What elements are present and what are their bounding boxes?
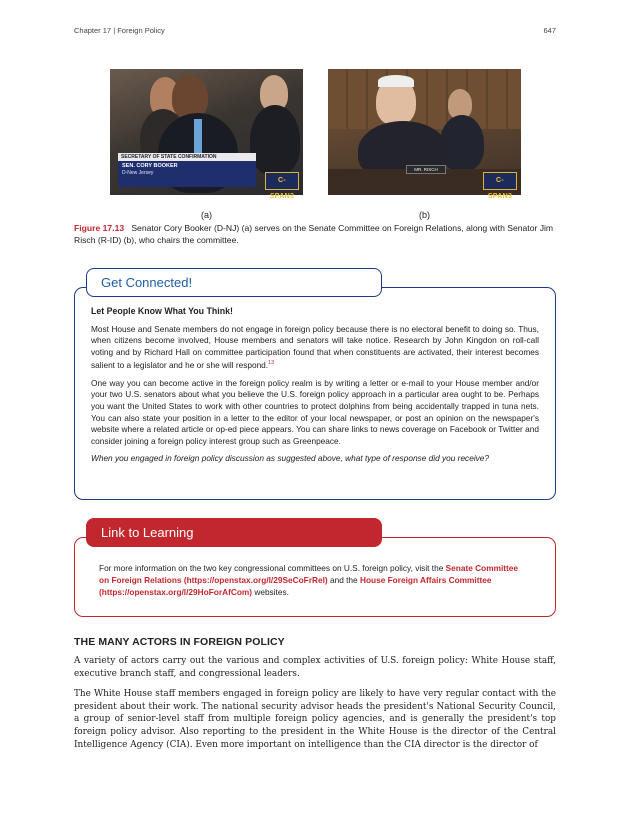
body-paragraph: A variety of actors carry out the various and complex activities of U.S. foreign policy: White House staff, executive branch staff, and congressional leaders. (74, 656, 556, 679)
background-person (250, 105, 300, 175)
body-paragraph: The White House staff members engaged in foreign policy are likely to have very regular contact with the president about their work. The national security advisor heads the president's National Security Council, a group of senior-level staff from multiple foreign policy agencies, and is generally the president's top foreign policy advisor. Also reporting to the president in the White House is the director of the Central Intelligence Agency (CIA). Even more important on intelligence than the CIA director is the director of (74, 689, 556, 750)
get-connected-tab: Get Connected! (86, 268, 382, 297)
paragraph-text: Most House and Senate members do not engage in foreign policy because there is no electoral benefit to doing so. Thus, when citizens become involved, House members and senators will take notice. Research by John Kingdon on roll-call voting and by Richard Hall on committee participation found that when constituents are activated, their interest becomes salient to a legislator and he or she will respond. (91, 323, 539, 371)
figure-caption (74, 223, 554, 246)
chapter-title: Chapter 17 | Foreign Policy (74, 26, 165, 35)
footnote-marker[interactable]: 13 (268, 360, 275, 367)
house-committee-link[interactable]: House Foreign Affairs Committee (https://openstax.org/l/29HoForAfCom) (99, 574, 492, 597)
page-number: 647 (543, 26, 556, 35)
get-connected-heading: Let People Know What You Think! (91, 306, 233, 316)
learning-text: websites. (252, 586, 289, 597)
cspan-logo: C-SPAN3 (265, 172, 299, 190)
learning-text: and the (327, 574, 360, 585)
lower-third-banner (118, 154, 256, 187)
banner-state: D-New Jersey (122, 170, 154, 176)
get-connected-paragraph: One way you can become active in the foreign policy realm is by writing a letter or e-mail to your House member and/or your two U.S. senators about what you believe the U.S. foreign policy approach in a particular area ought to be. Perhaps you want the United States to work with other countries to protect dolphins from being accidentally trapped in tuna nets. You can also state your position in a letter to the editor of your local newspaper, or post an opinion on the newspaper's website where a related article or op-ed piece appears. You can share links to news coverage on Facebook or Twitter and consider joining a foreign policy interest group such as Greenpeace. (91, 377, 539, 446)
figure-number: Figure 17.13 (74, 223, 125, 233)
get-connected-paragraph (91, 324, 539, 372)
subfigure-label-a: (a) (201, 210, 212, 220)
cspan-logo: C-SPAN3 (483, 172, 517, 190)
banner-name: SEN. CORY BOOKER (122, 163, 178, 169)
link-to-learning-box (74, 537, 556, 617)
get-connected-question: When you engaged in foreign policy discussion as suggested above, what type of response did you receive? (91, 453, 490, 464)
subfigure-label-b: (b) (419, 210, 430, 220)
photo-senator-booker (110, 69, 303, 200)
learning-text: For more information on the two key congressional committees on U.S. foreign policy, visit the (99, 563, 446, 573)
banner-event: SECRETARY OF STATE CONFIRMATION (118, 153, 256, 161)
section-heading: THE MANY ACTORS IN FOREIGN POLICY (74, 636, 285, 648)
nameplate: MR. RISCH (406, 165, 446, 174)
senator-hair (378, 75, 414, 87)
link-to-learning-content (99, 563, 519, 598)
caption-text: Senator Cory Booker (D-NJ) (a) serves on the Senate Committee on Foreign Relations, along with Senator Jim Risch (R-ID) (b), who chairs the committee. (74, 223, 554, 245)
wood-panel (328, 69, 521, 129)
photo-senator-risch (328, 69, 521, 200)
link-to-learning-tab: Link to Learning (86, 518, 382, 547)
get-connected-box (74, 287, 556, 500)
get-connected-content (91, 306, 539, 465)
senate-committee-link[interactable]: Senate Committee on Foreign Relations (https://openstax.org/l/29SeCoFrRel) (99, 563, 519, 585)
